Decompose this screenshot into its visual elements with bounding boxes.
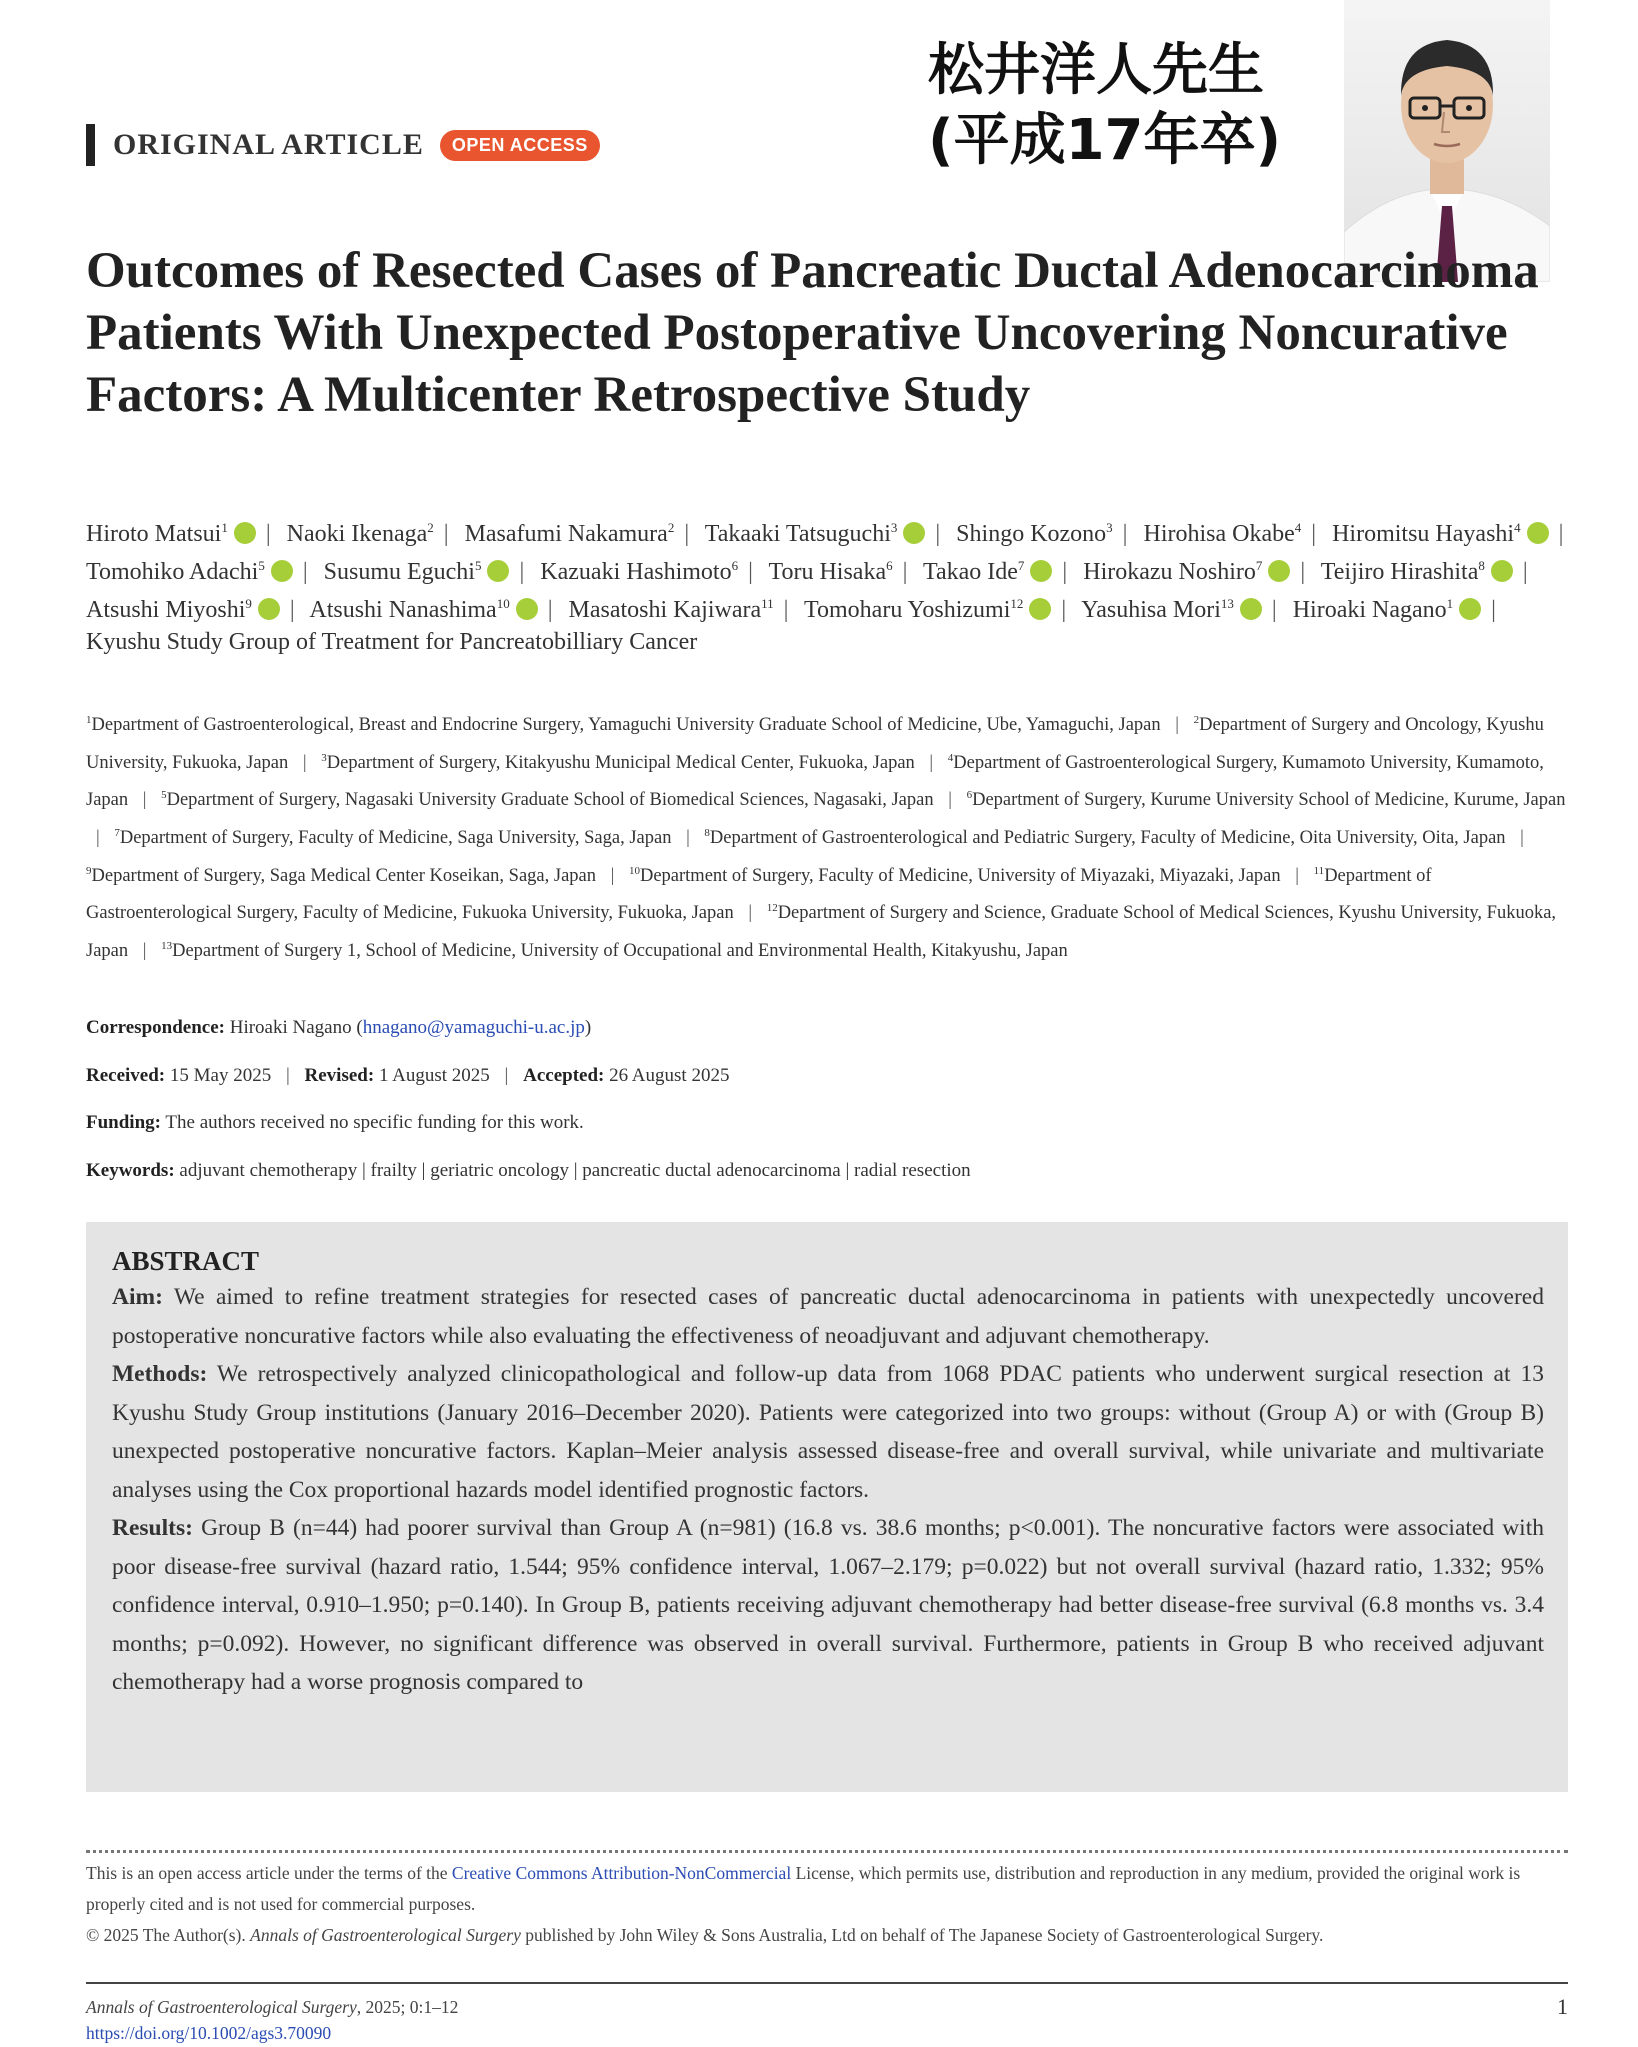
keywords-label: Keywords: — [86, 1160, 175, 1181]
author-name[interactable]: Atsushi Miyoshi — [86, 597, 246, 623]
author-name[interactable]: Susumu Eguchi — [323, 559, 475, 585]
author-affiliation-number: 5 — [258, 558, 265, 573]
author-separator: | — [265, 521, 271, 547]
author-entry[interactable] — [324, 559, 510, 585]
author-separator: | — [302, 559, 308, 585]
author-separator: | — [1122, 521, 1128, 547]
affiliation-number: 9 — [86, 864, 92, 877]
author-entry[interactable] — [86, 521, 256, 547]
revised-label: Revised: — [304, 1065, 375, 1086]
copyright-text — [86, 1920, 1576, 1951]
orcid-icon[interactable] — [516, 598, 538, 620]
affiliation-separator: | — [1175, 715, 1179, 736]
author-entry[interactable] — [956, 521, 1113, 547]
author-name[interactable]: Hirohisa Okabe — [1143, 521, 1295, 547]
footer-volume: , 2025; 0:1–12 — [356, 1997, 459, 2017]
author-name[interactable]: Kazuaki Hashimoto — [540, 559, 732, 585]
abstract-box — [86, 1222, 1568, 1792]
affiliation-separator: | — [610, 865, 615, 886]
author-entry[interactable] — [923, 559, 1052, 585]
author-affiliation-number: 7 — [1017, 558, 1025, 573]
abstract-methods — [112, 1355, 1544, 1509]
author-separator: | — [519, 559, 525, 585]
author-affiliation-number: 11 — [761, 596, 774, 611]
date-separator: | — [285, 1065, 290, 1086]
author-entry[interactable] — [705, 521, 926, 547]
affiliation-text: Department of Gastroenterological Surgery, Kumamoto University, Kumamoto, Japan — [86, 752, 1544, 811]
author-affiliation-number: 4 — [1514, 520, 1521, 535]
results-label: Results: — [112, 1515, 193, 1541]
author-entry[interactable] — [1081, 597, 1262, 623]
affiliation-separator: | — [96, 828, 100, 849]
affiliation-number: 3 — [321, 751, 327, 764]
author-affiliation-number: 3 — [1106, 520, 1113, 535]
orcid-icon[interactable] — [1491, 560, 1513, 582]
license-text — [86, 1858, 1576, 1920]
funding-label: Funding: — [86, 1112, 161, 1133]
author-affiliation-number: 6 — [886, 558, 893, 573]
copyright-post: published by John Wiley & Sons Australia, Ltd on behalf of The Japanese Society of Gastroenterological Surgery. — [520, 1925, 1324, 1945]
affiliation-item — [321, 753, 915, 773]
page-footer — [86, 1994, 1576, 2046]
affiliation-separator: | — [142, 941, 147, 962]
author-affiliation-number: 9 — [245, 596, 252, 611]
footer-journal: Annals of Gastroenterological Surgery — [86, 1997, 357, 2017]
author-affiliation-number: 4 — [1294, 520, 1302, 535]
aim-label: Aim: — [112, 1284, 163, 1310]
license-pre: This is an open access article under the terms of the — [86, 1863, 452, 1883]
affiliation-number: 2 — [1193, 714, 1200, 726]
affiliation-item — [114, 828, 671, 848]
author-name[interactable]: Yasuhisa Mori — [1081, 597, 1221, 623]
affiliation-number: 10 — [628, 864, 640, 877]
author-entry[interactable] — [465, 521, 675, 547]
license-divider — [86, 1850, 1568, 1853]
orcid-icon[interactable] — [271, 560, 293, 582]
orcid-icon[interactable] — [1240, 598, 1262, 620]
author-separator: | — [1558, 521, 1564, 547]
abstract-results — [112, 1509, 1544, 1702]
copyright-pre: © 2025 The Author(s). — [86, 1925, 251, 1945]
correspondence-close: ) — [584, 1017, 592, 1038]
received-date: 15 May 2025 — [169, 1065, 272, 1086]
author-separator: | — [935, 521, 941, 547]
orcid-icon[interactable] — [487, 560, 509, 582]
author-separator: | — [748, 559, 753, 585]
author-name[interactable]: Tomoharu Yoshizumi — [804, 597, 1011, 623]
methods-text: We retrospectively analyzed clinicopathological and follow-up data from 1068 PDAC patients who underwent surgical resection at 13 Kyushu Study Group institutions (January 2016–December 2020). Patients were categorized into two groups: without (Group A) or with (Group B) unexpected postoperative noncurative factors. Kaplan–Meier analysis assessed disease-free and overall survival, while univariate and multivariate analyses using the Cox proportional hazards model identified prognostic factors. — [112, 1361, 1544, 1503]
methods-label: Methods: — [112, 1361, 208, 1387]
author-affiliation-number: 1 — [221, 520, 228, 535]
author-entry[interactable] — [540, 559, 738, 585]
license-block — [86, 1858, 1576, 1951]
affiliation-number: 1 — [86, 714, 92, 726]
article-type: ORIGINAL ARTICLE — [113, 128, 424, 161]
copyright-journal: Annals of Gastroenterological Surgery — [250, 1925, 521, 1945]
author-affiliation-number: 12 — [1010, 596, 1024, 611]
author-entry[interactable] — [1143, 521, 1301, 547]
header-bar — [86, 124, 95, 166]
author-name[interactable]: Hirokazu Noshiro — [1083, 559, 1256, 585]
keywords-text: adjuvant chemotherapy | frailty | geriatric oncology | pancreatic ductal adenocarcinoma | radial resection — [179, 1160, 971, 1181]
author-separator: | — [1300, 559, 1306, 585]
license-post: License, which permits use, distribution and reproduction in any medium, provided the original work is properly cited and is not used for commercial purposes. — [86, 1863, 1521, 1914]
orcid-icon[interactable] — [1030, 560, 1052, 582]
affiliation-separator: | — [948, 790, 952, 811]
received-label: Received: — [86, 1065, 166, 1086]
affiliation-text: Department of Surgery, Nagasaki University Graduate School of Biomedical Sciences, Nagasaki, Japan — [166, 790, 934, 811]
footer-citation — [86, 1994, 1576, 2020]
affiliation-number: 5 — [161, 789, 167, 802]
author-entry[interactable] — [1083, 559, 1290, 585]
author-affiliation-number: 7 — [1255, 558, 1263, 573]
author-separator: | — [684, 521, 690, 547]
author-separator: | — [289, 597, 295, 623]
author-name[interactable]: Hiromitsu Hayashi — [1332, 521, 1515, 547]
footer-divider — [86, 1982, 1568, 1984]
author-affiliation-number: 6 — [731, 558, 739, 573]
article-title: Outcomes of Resected Cases of Pancreatic Ductal Adenocarcinoma Patients With Unexpected Postoperative Uncovering Noncurative Factors: A Multicenter Retrospective Study — [86, 243, 1539, 423]
author-name[interactable]: Takaaki Tatsuguchi — [704, 521, 891, 547]
accepted-label: Accepted: — [523, 1065, 605, 1086]
author-entry[interactable] — [1332, 521, 1548, 547]
author-separator: | — [1491, 597, 1496, 623]
orcid-icon[interactable] — [1268, 560, 1290, 582]
author-name[interactable]: Teijiro Hirashita — [1320, 559, 1479, 585]
affiliation-separator: | — [748, 903, 753, 924]
orcid-icon[interactable] — [1527, 522, 1549, 544]
correspondence-label: Correspondence: — [86, 1017, 225, 1038]
article-header — [86, 124, 600, 166]
open-access-badge[interactable]: OPEN ACCESS — [440, 130, 600, 161]
author-entry[interactable] — [287, 521, 434, 547]
orcid-icon[interactable] — [903, 522, 925, 544]
orcid-icon[interactable] — [234, 522, 256, 544]
affiliation-item — [161, 941, 1068, 961]
affiliation-item — [704, 828, 1505, 848]
correspondence-name: Hiroaki Nagano ( — [229, 1017, 363, 1038]
author-entry[interactable] — [768, 559, 892, 585]
affiliation-item — [967, 790, 1566, 810]
graduation-year-jp: (平成17年卒) — [928, 108, 1282, 173]
affiliation-text: Department of Surgery 1, School of Medicine, University of Occupational and Environmental Health, Kitakyushu, Japan — [172, 941, 1068, 962]
author-name[interactable]: Toru Hisaka — [768, 559, 887, 585]
author-affiliation-number: 2 — [667, 520, 675, 535]
author-name[interactable]: Naoki Ikenaga — [286, 521, 428, 547]
affiliation-number: 8 — [704, 826, 710, 839]
author-affiliation-number: 10 — [496, 596, 510, 611]
affiliation-number: 6 — [966, 789, 973, 802]
author-list — [86, 512, 1576, 658]
accepted-date: 26 August 2025 — [609, 1065, 730, 1086]
date-separator: | — [504, 1065, 509, 1086]
author-separator: | — [1271, 597, 1277, 623]
author-entry[interactable] — [804, 597, 1051, 623]
affiliation-separator: | — [142, 790, 147, 811]
author-separator: | — [443, 521, 449, 547]
affiliation-text: Department of Surgery, Kitakyushu Municipal Medical Center, Fukuoka, Japan — [326, 752, 915, 773]
author-separator: | — [1522, 559, 1528, 585]
author-name[interactable]: Hiroto Matsui — [86, 521, 222, 547]
funding-line — [86, 1112, 1576, 1134]
affiliation-text: Department of Gastroenterological Surgery, Faculty of Medicine, Fukuoka University, Fukuoka, Japan — [86, 865, 1432, 924]
abstract-heading: ABSTRACT — [112, 1246, 260, 1276]
author-separator: | — [1311, 521, 1317, 547]
affiliation-item — [86, 715, 1161, 735]
affiliation-number: 7 — [114, 826, 120, 839]
correspondence-email-link[interactable]: hnagano@yamaguchi-u.ac.jp — [362, 1017, 585, 1038]
revised-date: 1 August 2025 — [378, 1065, 490, 1086]
author-name[interactable]: Takao Ide — [922, 559, 1018, 585]
affiliation-list — [86, 704, 1576, 968]
author-entry[interactable] — [86, 597, 280, 623]
page-number: 1 — [1557, 1994, 1568, 2019]
affiliation-text: Department of Surgery and Science, Graduate School of Medical Sciences, Kyushu University, Fukuoka, Japan — [86, 903, 1557, 962]
author-affiliation-number: 1 — [1446, 596, 1454, 611]
affiliation-separator: | — [1520, 828, 1524, 849]
affiliation-separator: | — [1295, 865, 1299, 886]
dates-line — [86, 1065, 1576, 1087]
aim-text: We aimed to refine treatment strategies for resected cases of pancreatic ductal adenocarcinoma in patients with unexpectedly uncovered postoperative noncurative factors while also evaluating the effectiveness of neoadjuvant and adjuvant chemotherapy. — [112, 1284, 1544, 1349]
author-affiliation-number: 8 — [1478, 558, 1485, 573]
author-separator: | — [547, 597, 553, 623]
affiliation-item — [629, 866, 1281, 886]
affiliation-separator: | — [686, 828, 690, 849]
affiliation-text: Department of Surgery, Saga Medical Center Koseikan, Saga, Japan — [91, 865, 596, 886]
license-link[interactable]: Creative Commons Attribution-NonCommercial — [451, 1863, 792, 1883]
author-entry[interactable] — [569, 597, 774, 623]
author-entry[interactable] — [309, 597, 537, 623]
author-entry[interactable] — [86, 559, 293, 585]
author-entry[interactable] — [86, 629, 697, 655]
author-name[interactable]: Atsushi Nanashima — [309, 597, 497, 623]
author-entry[interactable] — [1321, 559, 1513, 585]
affiliation-text: Department of Surgery, Kurume University School of Medicine, Kurume, Japan — [972, 790, 1566, 811]
orcid-icon[interactable] — [1029, 598, 1051, 620]
author-name-jp: 松井洋人先生 — [928, 38, 1264, 103]
doi-link[interactable]: https://doi.org/10.1002/ags3.70090 — [86, 2023, 332, 2043]
results-text: Group B (n=44) had poorer survival than Group A (n=981) (16.8 vs. 38.6 months; p<0.001). The noncurative factors were associated with poor disease-free survival (hazard ratio, 1.544; 95% confidence interval, 1.067–2.179; p=0.022) but not overall survival (hazard ratio, 1.332; 95% confidence interval, 0.910–1.950; p=0.140). In Group B, patients receiving adjuvant chemotherapy had better disease-free survival (6.8 months vs. 3.4 months; p=0.092). However, no significant difference was observed in overall survival. Furthermore, patients in Group B who received adjuvant chemotherapy had a worse prognosis compared to — [112, 1515, 1544, 1695]
affiliation-number: 4 — [947, 751, 954, 764]
author-name[interactable]: Masatoshi Kajiwara — [568, 597, 762, 623]
keywords-line — [86, 1160, 1576, 1182]
affiliation-text: Department of Gastroenterological and Pediatric Surgery, Faculty of Medicine, Oita University, Oita, Japan — [709, 828, 1506, 849]
orcid-icon[interactable] — [1459, 598, 1481, 620]
author-separator: | — [1062, 559, 1068, 585]
author-name[interactable]: Hiroaki Nagano — [1292, 597, 1447, 623]
author-name[interactable]: Kyushu Study Group of Treatment for Pancreatobilliary Cancer — [86, 629, 698, 655]
author-separator: | — [1061, 597, 1067, 623]
funding-text: The authors received no specific funding for this work. — [165, 1112, 584, 1133]
affiliation-text: Department of Surgery, Faculty of Medicine, University of Miyazaki, Miyazaki, Japan — [639, 865, 1281, 886]
abstract-aim — [112, 1278, 1544, 1355]
author-entry[interactable] — [1293, 597, 1481, 623]
affiliation-text: Department of Gastroenterological, Breast and Endocrine Surgery, Yamaguchi University Graduate School of Medicine, Ube, Yamaguchi, Japan — [91, 715, 1161, 736]
affiliation-number: 12 — [766, 902, 778, 915]
author-separator: | — [902, 559, 908, 585]
correspondence-line — [86, 1017, 1576, 1039]
affiliation-number: 13 — [161, 939, 173, 952]
author-affiliation-number: 2 — [427, 520, 434, 535]
affiliation-separator: | — [929, 752, 934, 773]
author-name[interactable]: Masafumi Nakamura — [464, 521, 668, 547]
author-name[interactable]: Tomohiko Adachi — [86, 559, 259, 585]
author-affiliation-number: 5 — [474, 558, 482, 573]
author-affiliation-number: 3 — [890, 520, 898, 535]
author-separator: | — [783, 597, 789, 623]
author-affiliation-number: 13 — [1220, 596, 1234, 611]
orcid-icon[interactable] — [258, 598, 280, 620]
affiliation-text: Department of Surgery and Oncology, Kyushu University, Fukuoka, Japan — [86, 715, 1544, 773]
author-name[interactable]: Shingo Kozono — [956, 521, 1107, 547]
affiliation-text: Department of Surgery, Faculty of Medicine, Saga University, Saga, Japan — [119, 828, 672, 849]
affiliation-item — [161, 790, 934, 810]
affiliation-number: 11 — [1313, 864, 1325, 877]
author-name-overlay — [928, 36, 1348, 176]
affiliation-separator: | — [302, 752, 307, 773]
affiliation-item — [86, 866, 596, 886]
